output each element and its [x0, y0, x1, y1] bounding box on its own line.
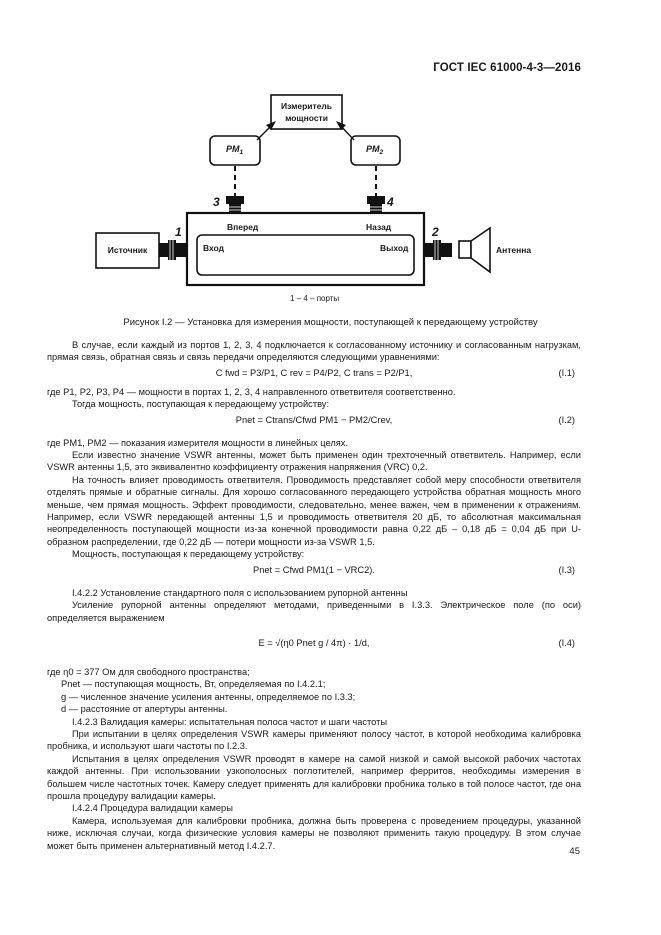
figure-caption: Рисунок I.2 — Установка для измерения мощности, поступающей к передающему устройству: [123, 317, 538, 328]
pm2-base: PM: [366, 144, 380, 154]
pm1-sub: 1: [239, 149, 244, 156]
page-number: 45: [569, 846, 580, 857]
antenna-horn: [471, 228, 490, 272]
paragraph-then: Тогда мощность, поступающая к передающему устройству:: [72, 399, 330, 410]
where-d: d — расстояние от апертуры антенны.: [61, 704, 228, 715]
equation-i2-number: (I.2): [558, 414, 575, 425]
section-heading-4-2-2: I.4.2.2 Установление стандартного поля с использованием рупорной антенны: [72, 587, 408, 598]
paragraph-horn-gain: Усиление рупорной антенны определяют методами, приведенными в I.3.3. Электрическое поле (по оси) определяется выражением: [47, 600, 581, 623]
paragraph-where-p: где P1, P2, P3, P4 — мощности в портах 1, 2, 3, 4 направленного ответвителя соответственно.: [47, 386, 456, 397]
where-pnet: Pnet — поступающая мощность, Вт, определяемая по I.4.2.1;: [61, 679, 326, 690]
equation-i4-expression: E = √(η0 Pnet g / 4π) · 1/d,: [258, 637, 370, 648]
where-eta: где η0 = 377 Ом для свободного пространства;: [47, 666, 250, 677]
paragraph-chamber-check: Камера, используемая для калибровки пробника, должна быть проверена с проведением процедуры, указанной ниже, исключая случаи, когда физические условия камеры не позволяют применить такую процедуру. В этом случае может быть применен альтернативный метод I.4.2.7.: [47, 815, 581, 851]
equation-i3: [47, 564, 581, 584]
antenna-feed: [459, 241, 471, 258]
equation-i4: [47, 627, 581, 663]
paragraph-frequency-band: При испытании в целях определения VSWR камеры применяют полосу частот, в которой необходима калибровка пробника, и используют шаги частоты по I.2.3.: [47, 728, 581, 752]
paragraph-ports: В случае, если каждый из портов 1, 2, 3, 4 подключается к согласованному источнику и согласованным нагрузкам, прямая связь, обратная связь и связь передачи определяются следующими уравнениями:: [47, 340, 581, 363]
ports-note: 1 – 4 – порты: [290, 294, 340, 303]
equation-i1-expression: C fwd = P3/P1, C rev = P4/P2, C trans = P2/P1,: [215, 367, 413, 378]
section-heading-4-2-3: I.4.2.3 Валидация камеры: испытательная полоса частот и шаги частоты: [72, 716, 388, 727]
source-label: Источник: [107, 245, 148, 255]
pm2-sub: 2: [379, 149, 384, 156]
backward-label: Назад: [366, 222, 392, 232]
input-label: Вход: [203, 243, 225, 253]
paragraph-where-pm: где PM1, PM2 — показания измерителя мощности в линейных целях.: [47, 437, 349, 448]
paragraph-directivity: На точность влияет проводимость ответвителя. Проводимость представляет собой меру способности ответвителя отделять прямые и обратные сигналы. Для хорошо согласованного передающего устройства обратная мощность много меньше, чем прямая мощность. Эффект проводимости, следовательно, менее важен, чем в применении к отражениям. Например, если VSWR передающей антенны 1,5 и проводимость ответвителя 20 дБ, то абсолютная максимальная неопределенность поступающей мощности из-за конечной проводимости равна 0,22 дБ – 0,18 дБ = 0,04 дБ при U-образном распределении, где 0,22 дБ — потери мощности из-за VSWR 1,5.: [47, 474, 581, 547]
coupler-inner-box: [197, 235, 414, 275]
equation-i2-expression: Pnet = Ctrans/Cfwd PM1 − PM2/Crev,: [235, 414, 393, 425]
equation-i1: [47, 367, 581, 383]
section-heading-4-2-4: I.4.2.4 Процедура валидации камеры: [72, 803, 233, 814]
figure-drawing: [0, 0, 661, 310]
output-label: Выход: [380, 243, 409, 253]
power-meter-label: [271, 100, 342, 124]
port-1-number: 1: [175, 225, 182, 239]
equation-i3-number: (I.3): [558, 564, 575, 575]
paragraph-vswr: Если известно значение VSWR антенны, может быть применен один трехточечный ответвитель. Например, если VSWR антенны 1,5, это эквивалентно коэффициенту отражения напряжения (VRC) 0,2.: [47, 450, 581, 473]
antenna-label: Антенна: [496, 245, 532, 255]
port-4-number: 4: [387, 195, 394, 209]
equation-i4-number: (I.4): [558, 637, 575, 648]
paragraph-power: Мощность, поступающая к передающему устройству:: [72, 549, 305, 560]
pm1-label: [226, 144, 243, 154]
port-2-number: 2: [432, 225, 439, 239]
equation-i2: [47, 414, 581, 434]
equation-i3-expression: Pnet = Cfwd PM1(1 − VRC2).: [253, 564, 375, 575]
power-meter-label-line1: Измеритель: [280, 101, 333, 111]
forward-label: Вперед: [227, 222, 259, 232]
paragraph-vswr-tests: Испытания в целях определения VSWR проводят в камере на самой низкой и самой высокой рабочих частотах каждой антенны. При использовании узкополосных поглотителей, например ферритов, необходимы измерения в большем числе частотных точек. Камеру следует применять для калибровки пробника только в той полосе частот, где она прошла процедуру валидации камеры.: [47, 753, 581, 801]
power-meter-label-line2: мощности: [285, 113, 328, 123]
pm2-label: [366, 144, 383, 154]
pm1-base: PM: [226, 144, 240, 154]
equation-i1-number: (I.1): [558, 367, 575, 378]
where-g: g — численное значение усиления антенны, определяемое по I.3.3;: [61, 691, 356, 702]
figure-power-measurement: [0, 0, 661, 328]
port-3-number: 3: [213, 195, 220, 209]
body-text: [47, 339, 581, 852]
document-code: ГОСТ IEC 61000-4-3—2016: [433, 62, 581, 74]
